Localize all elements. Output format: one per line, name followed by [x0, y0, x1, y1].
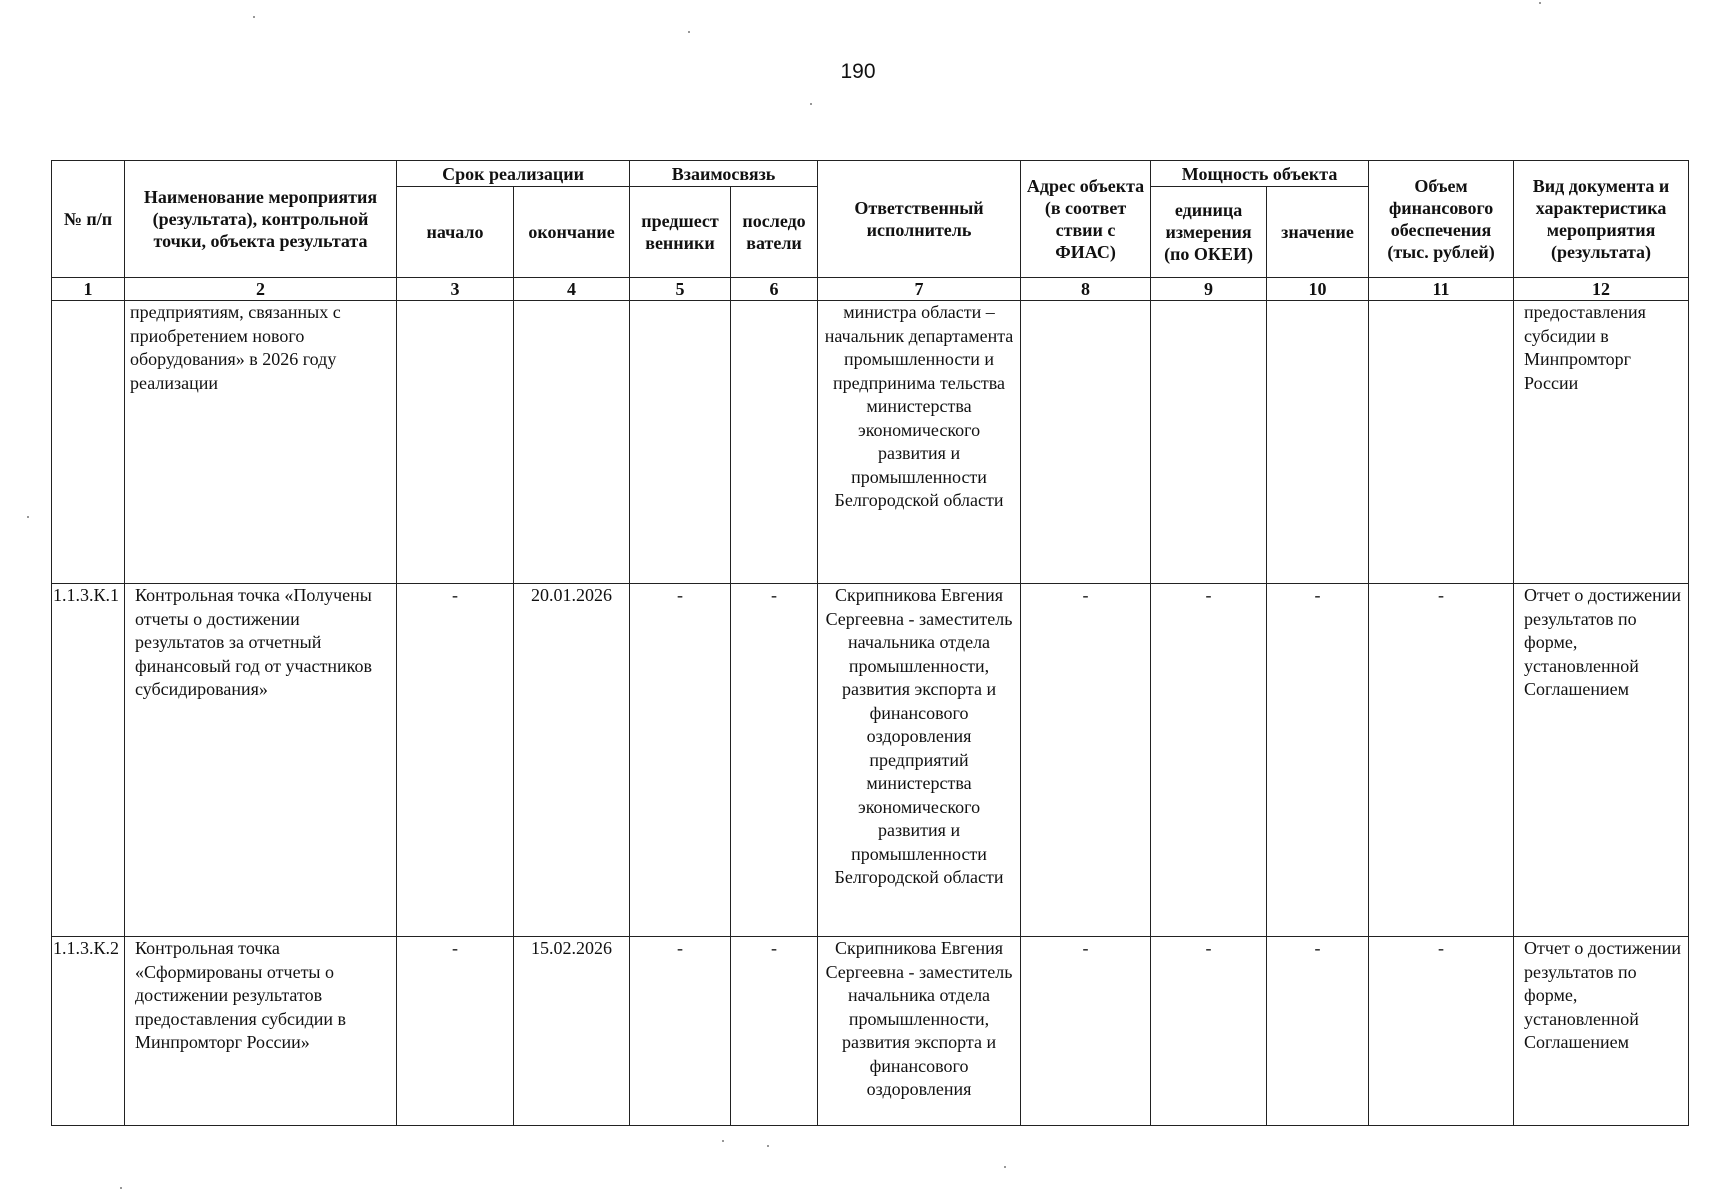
header-predecessors: предшест венники — [630, 187, 731, 278]
header-start: начало — [397, 187, 514, 278]
activities-table — [51, 160, 1689, 1126]
header-finance: Объем финансового обеспечения (тыс. рублей) — [1369, 161, 1514, 278]
header-address: Адрес объекта (в соответ ствии с ФИАС) — [1021, 161, 1151, 278]
header-executor: Ответственный исполнитель — [818, 161, 1021, 278]
table-row — [52, 937, 1689, 1126]
header-capacity-group: Мощность объекта — [1151, 161, 1369, 187]
scan-speck — [688, 31, 690, 33]
row-end — [514, 301, 630, 584]
header-value: значение — [1267, 187, 1369, 278]
header-name: Наименование мероприятия (результата), контрольной точки, объекта результата — [125, 161, 397, 278]
row-successors — [731, 301, 818, 584]
row-number — [52, 301, 125, 584]
row-number: 1.1.3.К.2 — [52, 937, 125, 1126]
column-number: 3 — [397, 278, 514, 301]
row-address: - — [1021, 584, 1151, 937]
page-number: 190 — [840, 60, 876, 83]
table-row — [52, 301, 1689, 584]
row-doc-type: Отчет о достижении результатов по форме, установленной Соглашением — [1514, 584, 1689, 937]
header-link-group: Взаимосвязь — [630, 161, 818, 187]
row-executor: министра области – начальник департамента промышленности и предпринима тельства министерства экономического развития и промышленности Белгородской области — [818, 301, 1021, 584]
column-number: 4 — [514, 278, 630, 301]
row-finance: - — [1369, 937, 1514, 1126]
column-number: 7 — [818, 278, 1021, 301]
row-end: 20.01.2026 — [514, 584, 630, 937]
header-doc-type: Вид документа и характеристика мероприятия (результата) — [1514, 161, 1689, 278]
row-end: 15.02.2026 — [514, 937, 630, 1126]
row-unit: - — [1151, 937, 1267, 1126]
header-term-group: Срок реализации — [397, 161, 630, 187]
scan-speck — [722, 1140, 724, 1142]
row-predecessors: - — [630, 584, 731, 937]
row-successors: - — [731, 584, 818, 937]
row-finance: - — [1369, 584, 1514, 937]
column-number: 11 — [1369, 278, 1514, 301]
column-number: 1 — [52, 278, 125, 301]
header-unit: единица измерения (по ОКЕИ) — [1151, 187, 1267, 278]
row-value — [1267, 301, 1369, 584]
row-value: - — [1267, 937, 1369, 1126]
scan-speck — [253, 16, 255, 18]
scan-speck — [1004, 1166, 1006, 1168]
row-executor: Скрипникова Евгения Сергеевна - заместитель начальника отдела промышленности, развития экспорта и финансового оздоровления предприятий министерства экономического развития и промышленности Белгородской области — [818, 584, 1021, 937]
row-name: предприятиям, связанных с приобретением нового оборудования» в 2026 году реализации — [125, 301, 397, 584]
column-number: 6 — [731, 278, 818, 301]
scan-speck — [27, 516, 29, 518]
header-end: окончание — [514, 187, 630, 278]
row-executor: Скрипникова Евгения Сергеевна - заместитель начальника отдела промышленности, развития экспорта и финансового оздоровления — [818, 937, 1021, 1126]
row-predecessors: - — [630, 937, 731, 1126]
row-unit — [1151, 301, 1267, 584]
row-finance — [1369, 301, 1514, 584]
row-predecessors — [630, 301, 731, 584]
table-row — [52, 584, 1689, 937]
scan-speck — [767, 1145, 769, 1147]
row-doc-type: Отчет о достижении результатов по форме, установленной Соглашением — [1514, 937, 1689, 1126]
column-number: 12 — [1514, 278, 1689, 301]
column-number: 10 — [1267, 278, 1369, 301]
row-number: 1.1.3.К.1 — [52, 584, 125, 937]
scan-speck — [1539, 2, 1541, 4]
scan-speck — [120, 1187, 122, 1189]
column-number: 5 — [630, 278, 731, 301]
column-number: 2 — [125, 278, 397, 301]
row-name: Контрольная точка «Получены отчеты о достижении результатов за отчетный финансовый год от участников субсидирования» — [125, 584, 397, 937]
row-address — [1021, 301, 1151, 584]
row-doc-type: предоставления субсидии в Минпромторг России — [1514, 301, 1689, 584]
row-successors: - — [731, 937, 818, 1126]
row-start: - — [397, 584, 514, 937]
scan-speck — [810, 103, 812, 105]
row-start: - — [397, 937, 514, 1126]
row-unit: - — [1151, 584, 1267, 937]
header-num: № п/п — [52, 161, 125, 278]
header-successors: последо ватели — [731, 187, 818, 278]
row-name: Контрольная точка «Сформированы отчеты о достижении результатов предоставления субсидии в Минпромторг России» — [125, 937, 397, 1126]
row-address: - — [1021, 937, 1151, 1126]
row-value: - — [1267, 584, 1369, 937]
column-number: 8 — [1021, 278, 1151, 301]
column-number: 9 — [1151, 278, 1267, 301]
row-start — [397, 301, 514, 584]
